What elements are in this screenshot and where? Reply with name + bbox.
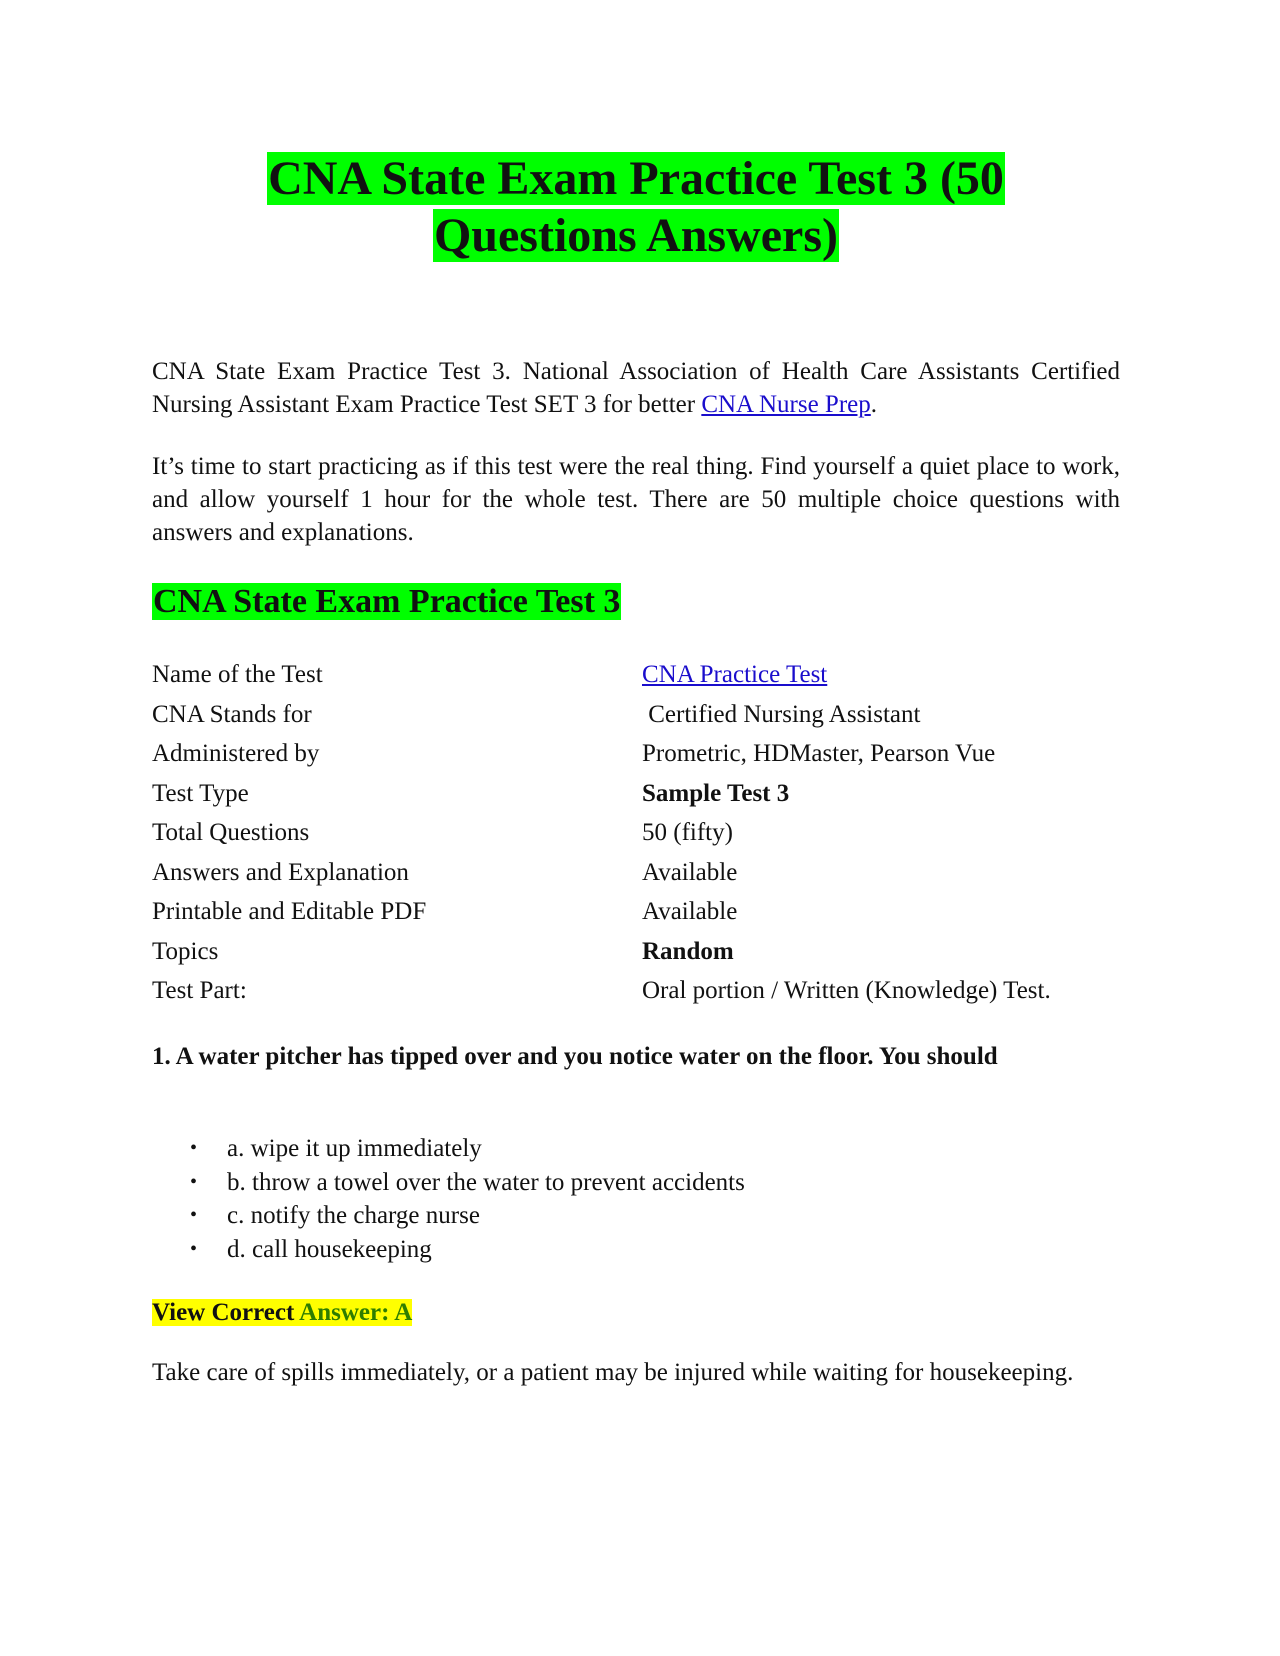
info-row [152, 932, 1120, 972]
bullet-icon: • [190, 1137, 198, 1159]
info-value: Available [642, 898, 738, 925]
info-value [642, 695, 1120, 735]
info-value [642, 655, 1120, 695]
page-title [152, 150, 1120, 264]
info-row [152, 774, 1120, 814]
option-text: d. call housekeeping [227, 1235, 432, 1263]
instructions-paragraph: It’s time to start practicing as if this test were the real thing. Find yourself a quiet place to work, and allow yourself 1 hour for the whole test. There are 50 multiple choice questions with answers and explanations. [152, 453, 1120, 546]
info-key: Test Type [152, 779, 249, 807]
bullet-icon: • [190, 1237, 198, 1260]
answer-explanation: Take care of spills immediately, or a patient may be injured while waiting for housekeeping. [152, 1359, 1074, 1386]
info-key: Answers and Explanation [152, 858, 409, 886]
title-line-1: CNA State Exam Practice Test 3 (50 [268, 152, 1004, 205]
info-row [152, 734, 1120, 774]
answer-highlight [152, 1299, 412, 1326]
info-key: Topics [152, 937, 219, 965]
bullet-icon: • [190, 1170, 198, 1193]
cna-nurse-prep-link[interactable]: CNA Nurse Prep [701, 391, 871, 418]
info-value: Sample Test 3 [642, 779, 790, 807]
info-key: Name of the Test [152, 661, 323, 688]
info-value: Prometric, HDMaster, Pearson Vue [642, 740, 996, 767]
info-row [152, 655, 1120, 695]
info-row [152, 892, 1120, 932]
info-value-text: Certified Nursing Assistant [648, 700, 921, 728]
intro-text-end: . [870, 391, 878, 418]
test-info-table [152, 655, 1120, 1011]
question-text: 1. A water pitcher has tipped over and you notice water on the floor. You should [152, 1043, 998, 1070]
info-value: Oral portion / Written (Knowledge) Test. [642, 977, 1051, 1004]
info-value: 50 (fifty) [642, 819, 733, 846]
info-row [152, 853, 1120, 893]
option-text: b. throw a towel over the water to prevent accidents [227, 1168, 745, 1196]
answer-option [152, 1166, 1120, 1200]
view-correct-answer[interactable] [152, 1296, 412, 1330]
answer-options [152, 1132, 1120, 1266]
option-text: c. notify the charge nurse [227, 1202, 480, 1229]
intro-paragraph [152, 355, 1120, 421]
info-row [152, 695, 1120, 735]
option-text: a. wipe it up immediately [227, 1135, 482, 1162]
answer-value: Answer: A [299, 1299, 413, 1326]
info-value: Available [642, 858, 738, 886]
info-row [152, 971, 1120, 1011]
info-key: Total Questions [152, 819, 310, 846]
section-heading-text: CNA State Exam Practice Test 3 [153, 583, 621, 620]
info-value: Random [642, 937, 734, 965]
info-key: CNA Stands for [152, 700, 312, 728]
title-line-2: Questions Answers) [433, 209, 839, 262]
info-key: Test Part: [152, 977, 247, 1004]
answer-option [152, 1233, 1120, 1267]
answer-option [152, 1199, 1120, 1233]
info-key: Printable and Editable PDF [152, 898, 427, 925]
answer-prefix: View Correct [152, 1299, 300, 1326]
section-heading [152, 580, 621, 624]
answer-option [152, 1132, 1120, 1166]
cna-practice-test-link[interactable]: CNA Practice Test [642, 661, 828, 688]
info-key: Administered by [152, 740, 320, 767]
intro-text: CNA State Exam Practice Test 3. National Association of Health Care Assistants Certified Nursing Assistant Exam Practice Test SET 3 for better [152, 358, 1120, 418]
info-row [152, 813, 1120, 853]
bullet-icon: • [190, 1204, 198, 1226]
